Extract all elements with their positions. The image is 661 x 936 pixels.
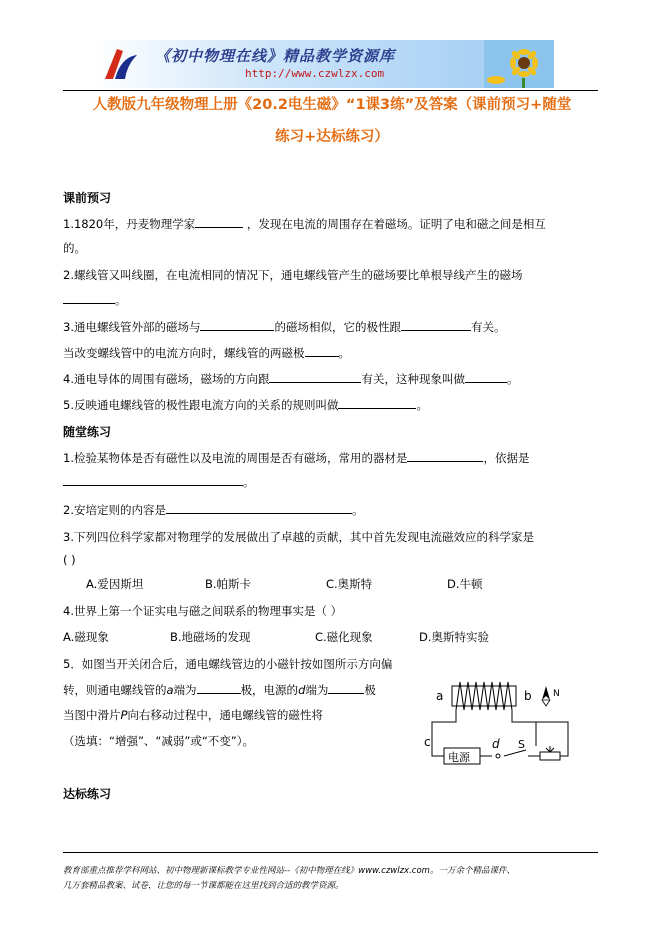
preview-q4 <box>63 371 518 387</box>
section-preview-heading: 课前预习 <box>63 191 112 205</box>
preview-q4-text-a: 4.通电导体的周围有磁场，磁场的方向跟 <box>63 372 270 386</box>
preview-q2-cont <box>63 292 127 308</box>
label-b: b <box>524 689 532 703</box>
practice-q5: 5．如图当开关闭合后，通电螺线管边的小磁针按如图所示方向偏 <box>63 657 393 671</box>
preview-q3-text-b: 的磁场相似，它的极性跟 <box>274 320 401 334</box>
practice-q3-option-b[interactable]: B.帕斯卡 <box>205 577 252 591</box>
practice-q5-var-d: d <box>298 683 306 697</box>
header-banner <box>95 40 554 88</box>
preview-q3-text-e: 。 <box>338 346 350 360</box>
preview-q1-text-b: ，发现在电流的周围存在着磁场。证明了电和磁之间是相互 <box>246 217 546 231</box>
practice-q5-text-4: 端为 <box>305 683 329 697</box>
practice-q1-text-c: 。 <box>243 475 255 489</box>
practice-q1-text-b: ，依据是 <box>483 451 530 465</box>
practice-q3-paren: ( ) <box>63 553 76 567</box>
practice-q5-blank-2[interactable] <box>328 682 364 694</box>
practice-q5-line3 <box>63 707 323 723</box>
preview-q4-blank-1[interactable] <box>269 371 361 383</box>
practice-q1-blank-1[interactable] <box>407 450 483 462</box>
document-title <box>62 89 602 153</box>
switch-contact <box>496 754 500 758</box>
preview-q5-text-a: 5.反映通电螺线管的极性跟电流方向的关系的规则叫做 <box>63 398 339 412</box>
practice-q5-line4: （选填：“增强”、“减弱”或“不变”）。 <box>63 734 254 748</box>
footer-line1: 教育部重点推荐学科网站、初中物理新课标教学专业性网站--《初中物理在线》www.czwlzx.com。一万余个精品课件、 <box>63 866 515 876</box>
practice-q4-option-c[interactable]: C.磁化现象 <box>315 630 373 644</box>
practice-q1-cont <box>63 474 255 490</box>
practice-q5-var-a: a <box>166 683 174 697</box>
practice-q5-text-2: 端为 <box>173 683 197 697</box>
practice-q5-text-5: 极 <box>364 683 376 697</box>
practice-q5-line2 <box>63 682 376 698</box>
preview-q5 <box>63 397 428 413</box>
practice-q2-blank[interactable] <box>166 502 352 514</box>
compass-needle-icon <box>542 686 550 706</box>
footer-rule <box>63 852 598 853</box>
preview-q3-text-c: 有关。 <box>470 320 506 334</box>
preview-q3-text-d: 当改变螺线管中的电流方向时，螺线管的两磁极 <box>63 346 305 360</box>
practice-q4-option-b[interactable]: B.地磁场的发现 <box>170 630 251 644</box>
practice-q3-option-a[interactable]: A.爱因斯坦 <box>86 577 144 591</box>
preview-q2-blank[interactable] <box>63 292 115 304</box>
document-title-line1: 人教版九年级物理上册《20.2电生磁》“1课3练”及答案（课前预习+随堂 <box>92 97 572 113</box>
banner-title: 《初中物理在线》精品教学资源库 <box>155 47 396 65</box>
practice-q5-text-3: 极，电源的 <box>240 683 299 697</box>
section-practice-heading: 随堂练习 <box>63 425 112 439</box>
preview-q1-text-a: 1.1820年，丹麦物理学家 <box>63 217 196 231</box>
practice-q1-blank-2[interactable] <box>63 474 243 486</box>
practice-q5-text-1: 转，则通电螺线管的 <box>63 683 167 697</box>
footer-line2: 几万套精品教案、试卷，让您的每一节课都能在这里找到合适的教学资源。 <box>63 881 344 891</box>
practice-q5-var-p: P <box>120 708 128 722</box>
document-title-line2: 练习+达标练习） <box>275 129 389 145</box>
practice-q2-text-a: 2.安培定则的内容是 <box>63 503 166 517</box>
rheostat-slider-icon <box>546 746 554 752</box>
preview-q5-blank[interactable] <box>338 397 416 409</box>
preview-q3-blank-1[interactable] <box>200 319 274 331</box>
label-n: N <box>553 689 560 699</box>
practice-q5-text-6: 当图中滑片 <box>63 708 121 722</box>
preview-q4-text-c: 。 <box>506 372 519 386</box>
preview-q1 <box>63 216 546 232</box>
preview-q2: 2.螺线管又叫线圈，在电流相同的情况下，通电螺线管产生的磁场要比单根导线产生的磁场 <box>63 268 523 282</box>
preview-q3-cont <box>63 345 350 361</box>
preview-q3-text-a: 3.通电螺线管外部的磁场与 <box>63 320 201 334</box>
section-standard-heading: 达标练习 <box>63 787 112 801</box>
banner-url[interactable]: http://www.czwlzx.com <box>245 67 385 80</box>
preview-q3-blank-2[interactable] <box>401 319 471 331</box>
rheostat <box>540 752 560 760</box>
practice-q1-text-a: 1.检验某物体是否有磁性以及电流的周围是否有磁场，常用的器材是 <box>63 451 408 465</box>
label-power-source: 电源 <box>448 751 470 764</box>
preview-q2-end: 。 <box>115 293 127 307</box>
practice-q3-option-c[interactable]: C.奥斯特 <box>326 577 373 591</box>
label-c: c <box>424 735 431 749</box>
practice-q2 <box>63 502 363 518</box>
preview-q4-text-b: 有关，这种现象叫做 <box>361 372 465 386</box>
practice-q3: 3.下列四位科学家都对物理学的发展做出了卓越的贡献，其中首先发现电流磁效应的科学家是 <box>63 530 534 544</box>
solenoid-circuit-diagram <box>420 676 580 776</box>
sunflower-icon <box>484 40 554 88</box>
label-s: S <box>518 738 525 751</box>
preview-q1-cont: 的。 <box>63 241 86 255</box>
site-logo-icon <box>99 43 141 85</box>
practice-q5-text-7: 向右移动过程中，通电螺线管的磁性将 <box>127 708 323 722</box>
practice-q3-option-d[interactable]: D.牛顿 <box>447 577 483 591</box>
practice-q2-text-b: 。 <box>351 503 364 517</box>
practice-q4: 4.世界上第一个证实电与磁之间联系的物理事实是（ ） <box>63 604 343 618</box>
preview-q3-blank-3[interactable] <box>305 345 339 357</box>
preview-q4-blank-2[interactable] <box>465 371 507 383</box>
preview-q5-text-b: 。 <box>416 398 428 412</box>
preview-q1-blank[interactable] <box>195 216 243 228</box>
practice-q1 <box>63 450 529 466</box>
label-a: a <box>436 689 444 703</box>
practice-q5-blank-1[interactable] <box>197 682 241 694</box>
label-d: d <box>492 737 500 751</box>
practice-q4-option-d[interactable]: D.奥斯特实验 <box>419 630 490 644</box>
practice-q4-option-a[interactable]: A.磁现象 <box>63 630 109 644</box>
preview-q3 <box>63 319 505 335</box>
